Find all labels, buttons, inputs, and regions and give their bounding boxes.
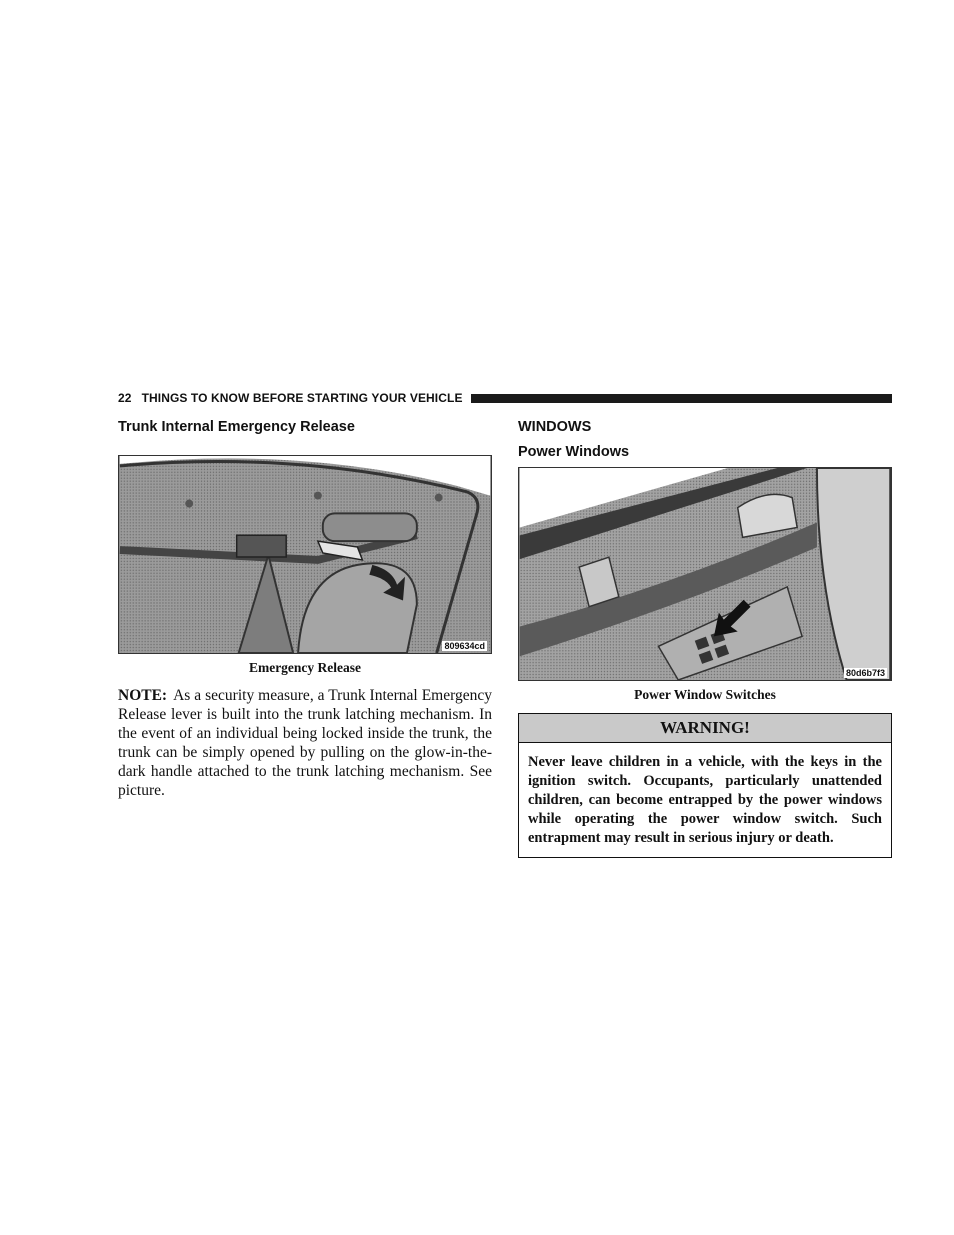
note-text: As a security measure, a Trunk Internal Emergency Release lever is built into the trunk latching mechanism. In the event of an individual being locked inside the trunk, the trunk can be simply opened by pulling on the glow-in-the-dark handle attached to the trunk latching mechanism. See picture. [118, 687, 492, 799]
figure-code: 80d6b7f3 [845, 668, 885, 678]
chapter-title: THINGS TO KNOW BEFORE STARTING YOUR VEHICLE [141, 391, 463, 405]
page-number: 22 [118, 391, 132, 405]
note-label: NOTE: [118, 687, 168, 704]
figure-caption: Power Window Switches [634, 687, 776, 702]
power-window-switches-figure [518, 467, 892, 681]
figure-code: 809634cd [444, 641, 485, 651]
header-rule [471, 394, 892, 403]
page-header [118, 390, 892, 406]
note-paragraph [118, 686, 492, 800]
warning-text: Never leave children in a vehicle, with the keys in the ignition switch. Occupants, particularly unattended children, can become entrapped by the power windows while operating the power window switch. Such entrapment may result in serious injury or death. [528, 754, 882, 846]
figure-caption: Emergency Release [248, 660, 362, 675]
right-column [518, 418, 892, 858]
emergency-release-figure [118, 455, 492, 654]
warning-box [518, 713, 892, 858]
emergency-release-illustration [119, 456, 491, 653]
section-heading-trunk-release: Trunk Internal Emergency Release [118, 419, 355, 435]
section-heading-windows: WINDOWS [518, 419, 592, 435]
power-window-switches-illustration [519, 468, 891, 680]
left-column [118, 418, 492, 816]
warning-title: WARNING! [519, 714, 891, 743]
subheading-power-windows: Power Windows [518, 444, 630, 460]
